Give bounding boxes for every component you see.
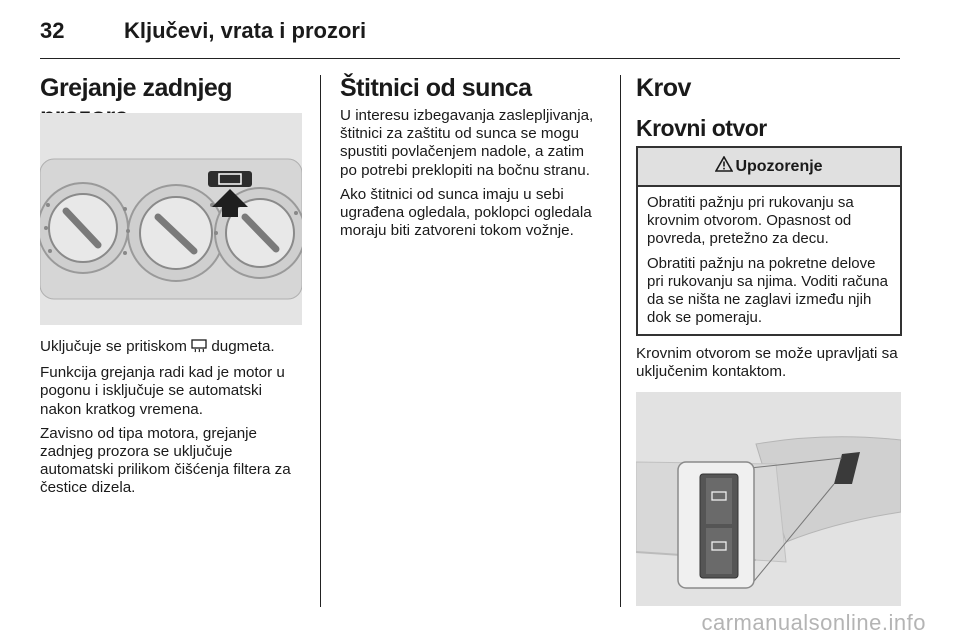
section-heading-rear-window: Grejanje zadnjeg <box>40 74 233 102</box>
column-divider-1 <box>320 75 321 607</box>
rear-window-heater-icon <box>191 339 207 358</box>
watermark: carmanualsonline.info <box>701 610 926 635</box>
paragraph-diesel-filter: Zavisno od tipa motora, grejanje zadnjeg prozora se uključuje automatski prilikom čišćenja filtera za čestice dizela. <box>40 424 291 497</box>
climate-panel-drawing <box>40 113 302 325</box>
warning-title: Upozorenje <box>735 157 823 175</box>
warning-box <box>636 146 902 336</box>
warning-body <box>638 187 900 340</box>
warning-triangle-icon <box>715 156 733 177</box>
paragraph-function: Funkcija grejanja radi kad je motor u pogonu i isključuje se automatski nakon kratkog vremena. <box>40 364 285 418</box>
subheading-sunroof: Krovni otvor <box>636 115 767 141</box>
header-rule <box>40 58 900 59</box>
sunroof-switch-illustration <box>636 392 901 606</box>
paragraph-activation <box>40 338 306 358</box>
section-heading-sun-visors: Štitnici od sunca <box>340 74 532 102</box>
column-roof <box>636 74 901 142</box>
sunroof-switch-drawing <box>636 392 901 606</box>
activation-text-before: Uključuje se pritiskom <box>40 338 187 355</box>
paragraph-sun-visors-2: Ako štitnici od sunca imaju u sebi ugrađena ogledala, poklopci ogledala moraju biti zatvoreni tokom vožnje. <box>340 185 592 240</box>
activation-text-after: dugmeta. <box>211 338 275 355</box>
page-header <box>40 14 900 50</box>
chapter-title: Ključevi, vrata i prozori <box>124 18 367 43</box>
warning-paragraph-2: Obratiti pažnju na pokretne delove pri rukovanju sa njima. Voditi računa da se ništa ne zaglavi između njih dok se pomeraju. <box>647 254 888 327</box>
sunroof-text <box>636 345 904 387</box>
column-sun-visors <box>340 74 605 246</box>
rear-window-text <box>40 338 306 504</box>
column-divider-2 <box>620 75 621 607</box>
warning-header <box>638 148 900 187</box>
section-heading-roof: Krov <box>636 74 691 102</box>
page-number: 32 <box>40 18 65 43</box>
warning-paragraph-1: Obratiti pažnju pri rukovanju sa krovnim otvorom. Opasnost od povreda, pretežno za decu. <box>647 194 854 248</box>
paragraph-sunroof-operation: Krovnim otvorom se može upravljati sa uključenim kontaktom. <box>636 345 898 381</box>
paragraph-sun-visors-1: U interesu izbegavanja zaslepljivanja, štitnici za zaštitu od sunca se mogu spustiti povlačenjem nadole, a zatim po potrebi preklopiti na bočnu stranu. <box>340 107 594 179</box>
climate-control-illustration <box>40 113 302 325</box>
